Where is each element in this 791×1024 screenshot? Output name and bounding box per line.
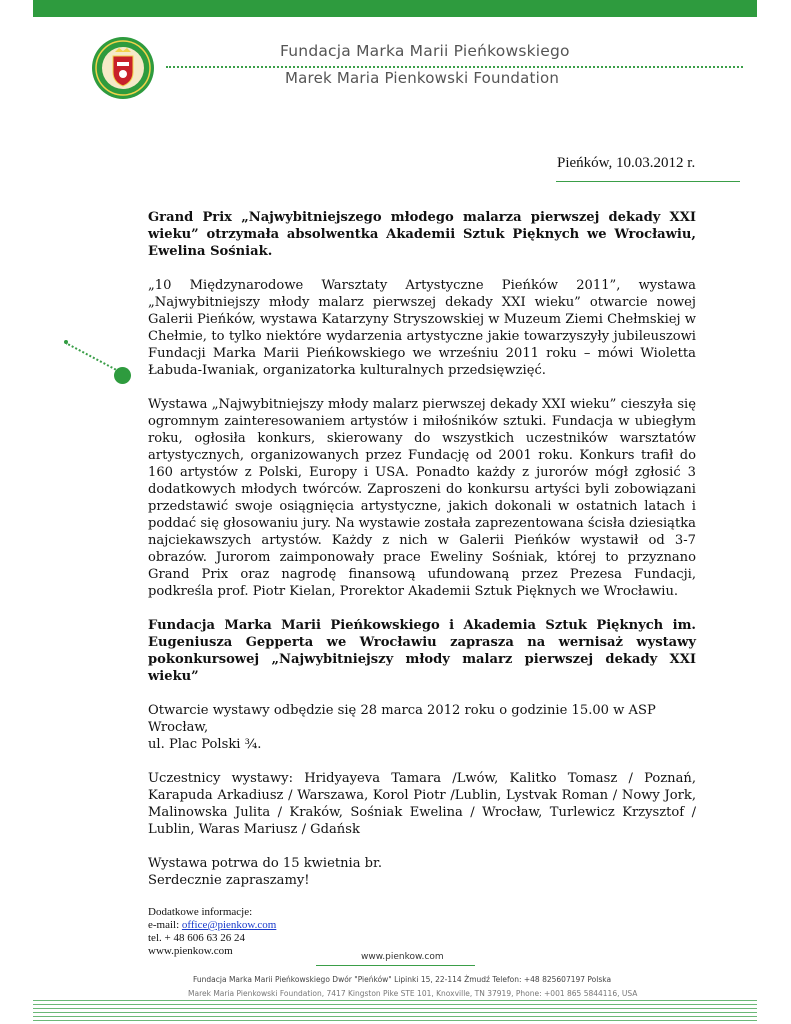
opening-line-2: ul. Plac Polski ¾. <box>148 737 262 752</box>
header-dotted-divider <box>166 66 743 68</box>
document-date: Pieńków, 10.03.2012 r. <box>557 155 696 171</box>
date-underline <box>556 181 740 182</box>
top-green-bar <box>33 0 757 17</box>
opening-line-1: Otwarcie wystawy odbędzie się 28 marca 2012 roku o godzinie 15.00 w ASP Wrocław, <box>148 703 656 735</box>
org-name-pl: Fundacja Marka Marii Pieńkowskiego <box>280 42 570 60</box>
footer-stripes <box>33 1000 757 1024</box>
closing-duration: Wystawa potrwa do 15 kwietnia br. <box>148 856 383 871</box>
footer-url-underline <box>316 965 475 966</box>
org-name-en: Marek Maria Pienkowski Foundation <box>285 69 560 87</box>
invitation-text: Fundacja Marka Marii Pieńkowskiego i Akademia Sztuk Pięknych im. Eugeniusza Gepperta we Wrocławiu zaprasza na wernisaż wystawy pokonkursowej „Najwybitniejszy młody malarz pierwszej dekady XXI wieku” <box>148 618 696 684</box>
email-link[interactable]: office@pienkow.com <box>181 919 277 931</box>
foundation-crest-logo <box>91 36 155 100</box>
participants-list: Uczestnicy wystawy: Hridyayeva Tamara /Lwów, Kalitko Tomasz / Poznań, Karapuda Arkadiusz / Warszawa, Korol Piotr /Lublin, Lystvak Roman / Nowy Jork, Malinowska Julita / Kraków, Sośniak Ewelina / Wrocław, Turlewicz Krzysztof / Lublin, Waras Mariusz / Gdańsk <box>148 771 696 837</box>
paragraph-events: „10 Międzynarodowe Warsztaty Artystyczne Pieńków 2011”, wystawa „Najwybitniejszy młody malarz pierwszej dekady XXI wieku” otwarcie nowej Galerii Pieńków, wystawa Katarzyny Stryszowskiej w Muzeum Ziemi Chełmskiej w Chełmie, to tylko niektóre wydarzenia artystyczne jakie towarzyszyły jubileuszowi Fundacji Marka Marii Pieńkowskiego we wrześniu 2011 roku – mówi Wioletta Łabuda-Iwaniak, organizatorka kulturalnych przedsięwzięć. <box>148 278 696 378</box>
contact-phone: tel. + 48 606 63 26 24 <box>148 932 245 944</box>
email-label: e-mail: <box>148 919 182 931</box>
paragraph-exhibition: Wystawa „Najwybitniejszy młody malarz pierwszej dekady XXI wieku” cieszyła się ogromnym zainteresowaniem artystów i miłośników sztuki. Fundacja w ubiegłym roku, ogłosiła konkurs, skierowany do wszystkich uczestników warsztatów artystycznych, organizowanych przez Fundację od 2001 roku. Konkurs trafił do 160 artystów z Polski, Europy i USA. Ponadto każdy z jurorów mógł zgłosić 3 dodatkowych młodych twórców. Zaproszeni do konkursu artyści byli zobowiązani przedstawić swoje osiągnięcia artystyczne, jakich dokonali w ostatnich latach i poddać się głosowaniu jury. Na wystawie została zaprezentowana ścisła dziesiątka najciekawszych artystów. Każdy z nich w Galerii Pieńków wystawił od 3-7 obrazów. Jurorom zaimponowały prace Eweliny Sośniak, której to przyznano Grand Prix oraz nagrodę finansową ufundowaną przez Prezesa Fundacji, podkreśla prof. Piotr Kielan, Prorektor Akademii Sztuk Pięknych we Wrocławiu. <box>148 397 696 599</box>
headline: Grand Prix „Najwybitniejszego młodego malarza pierwszej dekady XXI wieku” otrzymała absolwentka Akademii Sztuk Pięknych we Wrocławiu, Ewelina Sośniak. <box>148 210 696 259</box>
contact-block <box>148 906 696 958</box>
decorative-dotted-line <box>65 342 119 372</box>
decorative-green-dot <box>114 367 131 384</box>
press-release-body <box>148 209 696 958</box>
footer-address-en: Marek Maria Pienkowski Foundation, 7417 Kingston Pike STE 101, Knoxville, TN 37919, Phone: +001 865 5844116, USA <box>188 989 638 998</box>
contact-email-row <box>148 919 696 932</box>
contact-label: Dodatkowe informacje: <box>148 906 253 918</box>
footer-address-pl: Fundacja Marka Marii Pieńkowskiego Dwór "Pieńków" Lipinki 15, 22-114 Żmudź Telefon: +48 825607197 Polska <box>193 975 612 984</box>
closing-invite: Serdecznie zapraszamy! <box>148 873 310 888</box>
contact-website[interactable]: www.pienkow.com <box>148 945 233 957</box>
footer-url[interactable]: www.pienkow.com <box>361 952 444 962</box>
